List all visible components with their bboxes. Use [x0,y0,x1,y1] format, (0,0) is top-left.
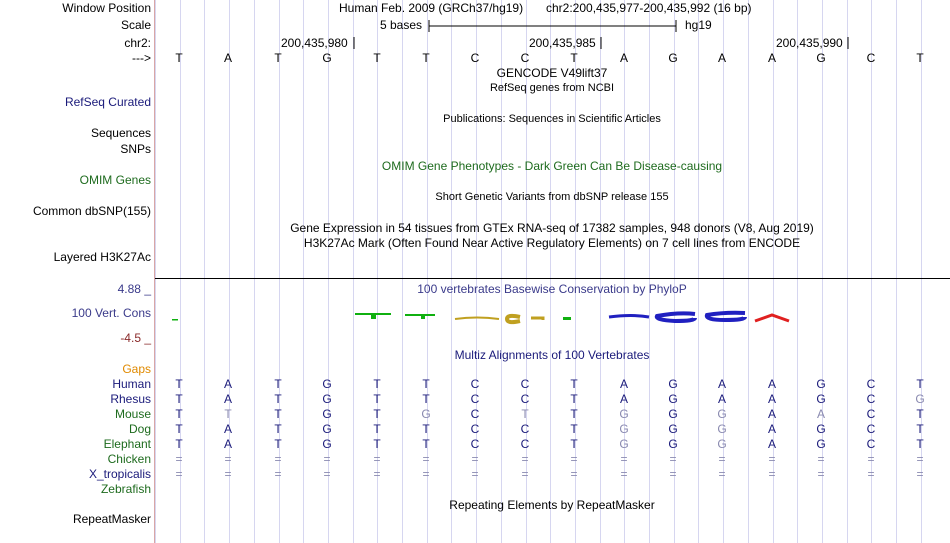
grid-line [402,0,403,543]
multiz-track-title[interactable]: Multiz Alignments of 100 Vertebrates [454,348,650,362]
base-cell: G [322,422,332,436]
sequences-label[interactable]: Sequences [90,126,151,140]
scale-bar [427,18,679,34]
base-cell: T [570,392,578,406]
base-cell: A [223,437,232,451]
grid-line [698,0,699,543]
base-cell: C [520,377,530,391]
species-mouse-label[interactable]: Mouse [114,407,151,421]
base-cell: T [570,422,578,436]
scale-db-text: hg19 [685,18,712,32]
base-cell: T [570,377,578,391]
base-cell: C [470,392,480,406]
base-cell: = [471,467,479,481]
base-cell: A [223,377,232,391]
base-cell: C [866,407,876,421]
base-cell: = [916,452,924,466]
coord-label-1: 200,435,980 [281,36,348,50]
base-cell: T [274,422,282,436]
base-cell: C [470,407,480,421]
base-cell: = [620,467,628,481]
base-cell: G [619,422,629,436]
base-cell: C [866,392,876,406]
base-cell: G [816,422,826,436]
coord-ticks [155,36,950,50]
base-cell: G [915,392,925,406]
base-cell: = [669,467,677,481]
base-cell: T [175,422,183,436]
base-cell: T [916,377,924,391]
base-cell: G [668,437,678,451]
assembly-title: Human Feb. 2009 (GRCh37/hg19) [339,1,524,15]
base-cell: = [669,452,677,466]
base-cell: = [224,467,232,481]
base-cell: G [668,377,678,391]
base-cell: T [274,51,282,65]
window-position-label: Window Position [62,1,151,15]
base-cell: = [422,467,430,481]
base-cell: = [718,467,726,481]
gtex-track-title[interactable]: Gene Expression in 54 tissues from GTEx RNA-seq of 17382 samples, 948 donors (V8, Aug 2019) [290,221,814,235]
base-cell: T [373,51,381,65]
base-cell: C [866,437,876,451]
scale-bases-text: 5 bases [380,18,423,32]
base-cell: T [274,437,282,451]
base-cell: G [421,407,431,421]
base-cell: = [817,467,825,481]
base-cell: = [867,467,875,481]
base-cell: T [175,51,183,65]
publications-track-title[interactable]: Publications: Sequences in Scientific Articles [443,113,661,125]
base-cell: T [373,377,381,391]
base-cell: T [422,51,430,65]
base-cell: C [520,437,530,451]
layered-h3k27ac-label[interactable]: Layered H3K27Ac [53,250,151,264]
base-cell: G [619,407,629,421]
base-cell: G [717,407,727,421]
gencode-track-title[interactable]: GENCODE V49lift37 [496,66,608,80]
grid-line [353,0,354,543]
base-cell: G [322,437,332,451]
base-cell: G [668,422,678,436]
base-cell: G [717,437,727,451]
base-cell: T [422,422,430,436]
coord-label-2: 200,435,985 [529,36,596,50]
base-cell: T [175,407,183,421]
base-cell: A [717,377,726,391]
grid-line [649,0,650,543]
species-xtropicalis-label[interactable]: X_tropicalis [88,467,151,481]
base-cell: T [175,437,183,451]
base-cell: = [620,452,628,466]
base-cell: = [471,452,479,466]
base-cell: A [223,51,232,65]
base-cell: = [817,452,825,466]
base-cell: G [668,392,678,406]
track-labels-panel [0,0,155,543]
scale-label: Scale [120,18,151,32]
base-cell: = [274,452,282,466]
conservation-logo [155,300,950,326]
base-cell: T [274,392,282,406]
base-cell: = [570,467,578,481]
base-cell: A [619,392,628,406]
base-cell: T [373,437,381,451]
omim-genes-label[interactable]: OMIM Genes [79,173,151,187]
grid-line [797,0,798,543]
cons-max-label: 4.88 _ [117,282,151,296]
base-cell: = [916,467,924,481]
base-cell: T [373,407,381,421]
dbsnp-track-title[interactable]: Short Genetic Variants from dbSNP release 155 [435,191,669,203]
base-cell: T [916,51,924,65]
strand-label: ---> [132,51,151,65]
base-cell: = [521,467,529,481]
repeatmasker-label[interactable]: RepeatMasker [72,512,151,526]
base-cell: A [223,422,232,436]
base-cell: C [520,51,530,65]
base-cell: C [470,51,480,65]
base-cell: T [422,377,430,391]
track-group-divider [155,278,950,279]
base-cell: C [470,437,480,451]
base-cell: T [570,437,578,451]
base-cell: C [470,377,480,391]
phylop-track-title[interactable]: 100 vertebrates Basewise Conservation by PhyloP [417,282,687,296]
base-cell: A [619,51,628,65]
base-cell: T [916,437,924,451]
base-cell: G [668,407,678,421]
base-cell: T [373,392,381,406]
base-cell: A [767,422,776,436]
base-cell: G [816,51,826,65]
base-cell: A [223,392,232,406]
base-cell: T [521,407,529,421]
snps-label[interactable]: SNPs [120,142,151,156]
species-rhesus-label[interactable]: Rhesus [110,392,151,406]
track-image-area[interactable] [155,0,950,543]
grid-line [451,0,452,543]
grid-line [204,0,205,543]
repeatmasker-track-title[interactable]: Repeating Elements by RepeatMasker [449,498,655,512]
h3k27ac-track-title[interactable]: H3K27Ac Mark (Often Found Near Active Regulatory Elements) on 7 cell lines from ENCODE [303,236,801,250]
base-cell: T [274,377,282,391]
base-cell: = [224,452,232,466]
base-cell: T [916,407,924,421]
base-cell: A [767,51,776,65]
base-cell: = [175,452,183,466]
base-cell: = [521,452,529,466]
base-cell: T [570,407,578,421]
cons-min-label: -4.5 _ [120,331,151,345]
base-cell: G [668,51,678,65]
base-cell: A [767,377,776,391]
grid-line [748,0,749,543]
base-cell: T [570,51,578,65]
base-cell: A [619,377,628,391]
species-zebrafish-label[interactable]: Zebrafish [100,482,151,496]
species-chicken-label[interactable]: Chicken [107,452,151,466]
base-cell: G [816,437,826,451]
base-cell: C [866,51,876,65]
base-cell: T [422,437,430,451]
base-cell: T [224,407,232,421]
base-cell: = [373,452,381,466]
base-cell: G [322,51,332,65]
coord-label-3: 200,435,990 [776,36,843,50]
base-cell: G [619,437,629,451]
base-cell: = [373,467,381,481]
base-cell: = [867,452,875,466]
base-cell: T [175,392,183,406]
base-cell: C [866,377,876,391]
grid-line [155,0,156,543]
base-cell: A [767,437,776,451]
species-dog-label[interactable]: Dog [128,422,151,436]
base-cell: T [373,422,381,436]
base-cell: = [175,467,183,481]
window-position-value: chr2:200,435,977-200,435,992 (16 bp) [546,1,752,15]
base-cell: T [916,422,924,436]
base-cell: C [470,422,480,436]
base-cell: A [816,407,825,421]
base-cell: = [768,467,776,481]
base-cell: = [323,467,331,481]
base-cell: A [717,392,726,406]
base-cell: = [323,452,331,466]
base-cell: C [520,392,530,406]
refseq-curated-label[interactable]: RefSeq Curated [64,95,151,109]
common-dbsnp-label[interactable]: Common dbSNP(155) [32,204,151,218]
base-cell: C [866,422,876,436]
base-cell: T [274,407,282,421]
base-cell: = [570,452,578,466]
base-cell: G [717,422,727,436]
chr-label: chr2: [124,36,151,50]
base-cell: = [422,452,430,466]
grid-line [254,0,255,543]
species-human-label[interactable]: Human [112,377,151,391]
base-cell: = [274,467,282,481]
refseq-track-title[interactable]: RefSeq genes from NCBI [489,82,615,94]
base-cell: = [718,452,726,466]
grid-line [303,0,304,543]
grid-line [847,0,848,543]
vert-cons-label[interactable]: 100 Vert. Cons [71,306,151,320]
base-cell: A [767,392,776,406]
gaps-label[interactable]: Gaps [122,362,151,376]
base-cell: G [322,407,332,421]
base-cell: G [322,377,332,391]
base-cell: T [175,377,183,391]
base-cell: A [717,51,726,65]
species-elephant-label[interactable]: Elephant [103,437,151,451]
base-cell: T [422,392,430,406]
base-cell: C [520,422,530,436]
base-cell: = [768,452,776,466]
omim-track-title[interactable]: OMIM Gene Phenotypes - Dark Green Can Be Disease-causing [381,159,723,173]
base-cell: G [816,377,826,391]
base-cell: G [322,392,332,406]
base-cell: A [767,407,776,421]
grid-line [896,0,897,543]
base-cell: G [816,392,826,406]
